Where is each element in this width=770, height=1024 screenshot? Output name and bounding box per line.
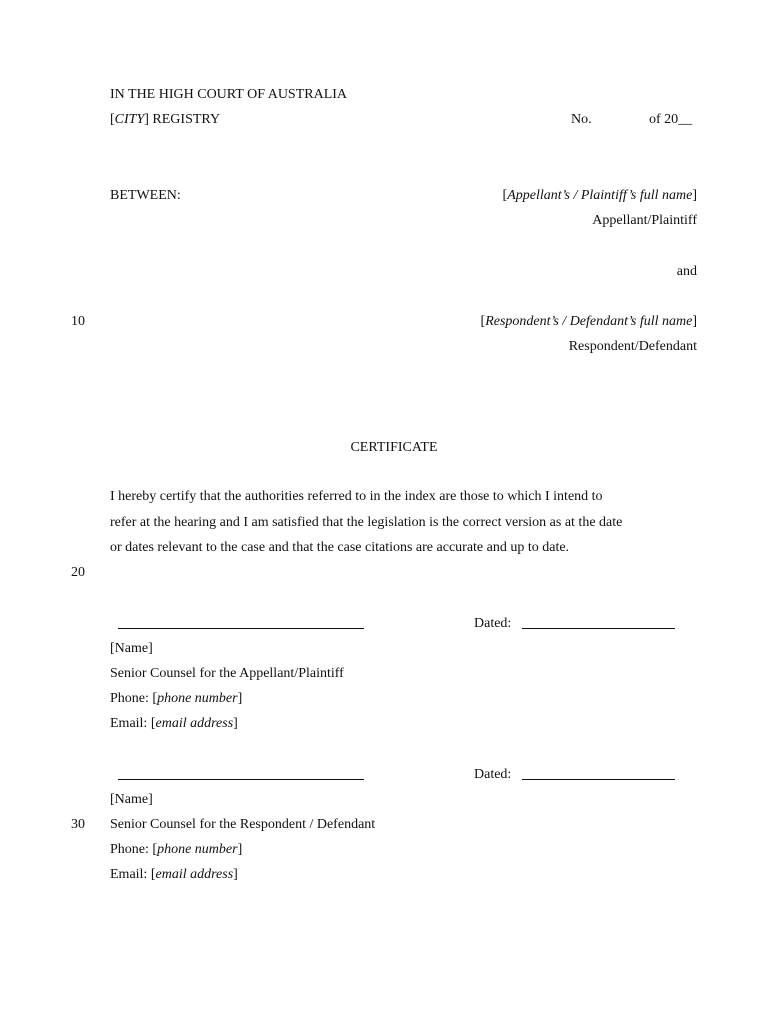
appellant-counsel-role: Senior Counsel for the Appellant/Plaintiff [110, 666, 344, 681]
respondent-date-line[interactable] [522, 779, 675, 780]
respondent-role: Respondent/Defendant [568, 339, 697, 354]
respondent-counsel-phone: Phone: [phone number] [110, 842, 243, 857]
email-placeholder: email address [155, 716, 234, 731]
appellant-counsel-name: [Name] [110, 641, 153, 656]
line-number-30: 30 [71, 817, 85, 832]
file-year-label: of 20__ [649, 112, 693, 127]
certificate-body-line: or dates relevant to the case and that the case citations are accurate and up to date. [110, 540, 570, 555]
court-title: IN THE HIGH COURT OF AUSTRALIA [110, 87, 348, 102]
registry-city-placeholder: CITY [114, 112, 145, 127]
certificate-heading: CERTIFICATE [350, 440, 438, 455]
email-placeholder: email address [155, 867, 234, 882]
respondent-dated-label: Dated: [474, 767, 512, 782]
file-number-label: No. [571, 112, 592, 127]
phone-placeholder: phone number [157, 842, 238, 857]
appellant-counsel-name-placeholder: Name [114, 641, 149, 656]
phone-label: Phone: [110, 842, 153, 857]
appellant-role: Appellant/Plaintiff [592, 213, 697, 228]
appellant-dated-label: Dated: [474, 616, 512, 631]
appellant-name-placeholder: Appellant’s / Plaintiff’s full name [507, 188, 693, 203]
appellant-date-line[interactable] [522, 628, 675, 629]
respondent-signature-line[interactable] [118, 779, 364, 780]
line-number-10: 10 [71, 314, 85, 329]
appellant-counsel-email: Email: [email address] [110, 716, 238, 731]
respondent-counsel-email: Email: [email address] [110, 867, 238, 882]
respondent-name: [Respondent’s / Defendant’s full name] [480, 314, 697, 329]
email-label: Email: [110, 867, 151, 882]
appellant-name: [Appellant’s / Plaintiff’s full name] [502, 188, 697, 203]
phone-placeholder: phone number [157, 691, 238, 706]
between-label: BETWEEN: [110, 188, 181, 203]
phone-label: Phone: [110, 691, 153, 706]
registry-label: REGISTRY [148, 112, 221, 127]
certificate-body-line: I hereby certify that the authorities referred to in the index are those to which I intend to [110, 489, 603, 504]
and-label: and [676, 264, 697, 279]
line-number-20: 20 [71, 565, 85, 580]
certificate-body-line: refer at the hearing and I am satisfied that the legislation is the correct version as at the date [110, 515, 623, 530]
respondent-name-placeholder: Respondent’s / Defendant’s full name [485, 314, 693, 329]
registry-line: [CITY] REGISTRY [110, 112, 221, 127]
email-label: Email: [110, 716, 151, 731]
appellant-counsel-phone: Phone: [phone number] [110, 691, 243, 706]
appellant-signature-line[interactable] [118, 628, 364, 629]
respondent-counsel-role: Senior Counsel for the Respondent / Defendant [110, 817, 376, 832]
respondent-counsel-name-placeholder: Name [114, 792, 149, 807]
respondent-counsel-name: [Name] [110, 792, 153, 807]
